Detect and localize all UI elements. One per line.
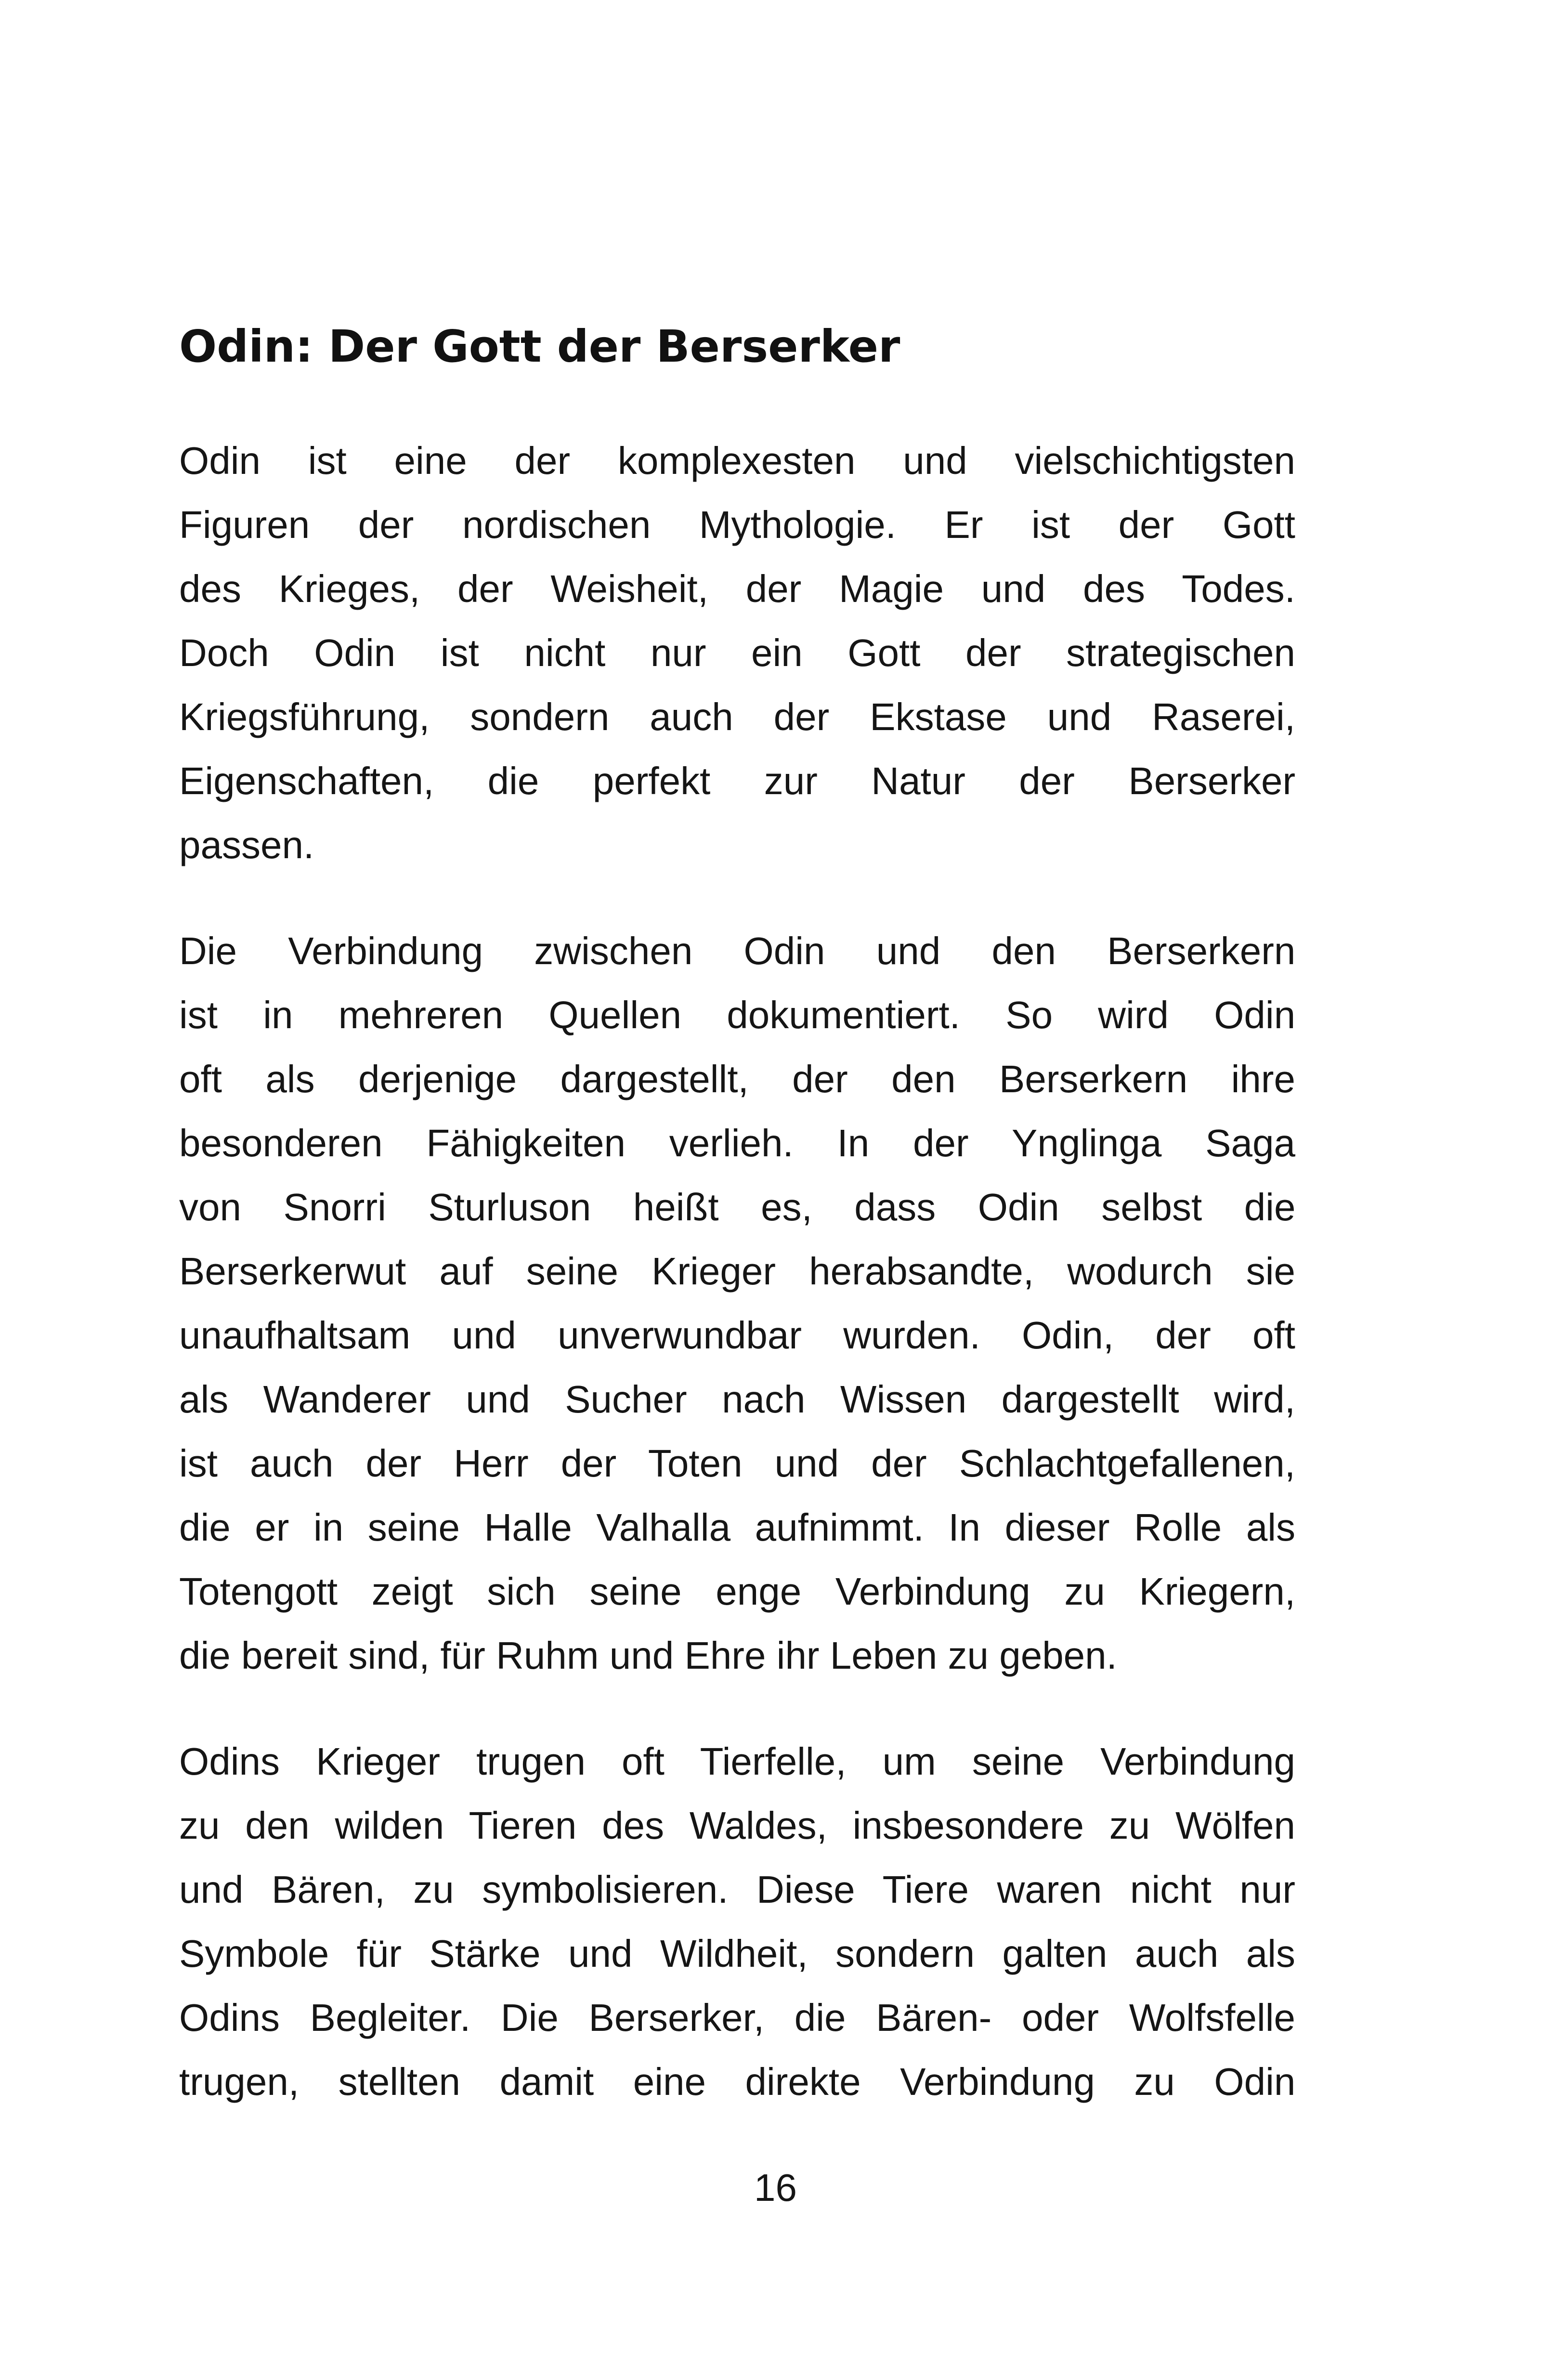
page-number: 16 <box>754 2166 797 2209</box>
text-line: die bereit sind, für Ruhm und Ehre ihr Leben zu geben. <box>179 1634 1117 1677</box>
text-line: Totengott zeigt sich seine enge Verbindung zu Kriegern, <box>179 1570 1295 1613</box>
text-line: ist in mehreren Quellen dokumentiert. So wird Odin <box>179 994 1295 1036</box>
text-line: als Wanderer und Sucher nach Wissen dargestellt wird, <box>179 1378 1295 1421</box>
text-line: ist auch der Herr der Toten und der Schlachtgefallenen, <box>179 1442 1295 1485</box>
text-line: von Snorri Sturluson heißt es, dass Odin selbst die <box>179 1186 1295 1229</box>
chapter-heading: Odin: Der Gott der Berserker <box>179 321 900 372</box>
paragraph-3 <box>179 1729 1295 2114</box>
text-line: Symbole für Stärke und Wildheit, sondern galten auch als <box>179 1932 1295 1975</box>
text-line: unaufhaltsam und unverwundbar wurden. Odin, der oft <box>179 1314 1295 1357</box>
text-line: zu den wilden Tieren des Waldes, insbesondere zu Wölfen <box>179 1804 1295 1847</box>
text-line: passen. <box>179 824 314 866</box>
text-line: Die Verbindung zwischen Odin und den Berserkern <box>179 929 1295 972</box>
text-line: Doch Odin ist nicht nur ein Gott der strategischen <box>179 631 1295 674</box>
text-line: Kriegsführung, sondern auch der Ekstase und Raserei, <box>179 695 1295 738</box>
text-line: Figuren der nordischen Mythologie. Er ist der Gott <box>179 503 1295 546</box>
text-line: oft als derjenige dargestellt, der den Berserkern ihre <box>179 1058 1295 1100</box>
text-line: und Bären, zu symbolisieren. Diese Tiere waren nicht nur <box>179 1868 1295 1911</box>
text-line: besonderen Fähigkeiten verlieh. In der Ynglinga Saga <box>179 1122 1295 1164</box>
text-line: Eigenschaften, die perfekt zur Natur der Berserker <box>179 759 1295 802</box>
paragraph-2 <box>179 919 1295 1687</box>
paragraph-1 <box>179 429 1295 877</box>
text-line: Odin ist eine der komplexesten und vielschichtigsten <box>179 439 1295 482</box>
text-line: die er in seine Halle Valhalla aufnimmt. In dieser Rolle als <box>179 1506 1295 1549</box>
text-line: Odins Krieger trugen oft Tierfelle, um seine Verbindung <box>179 1740 1295 1783</box>
text-line: trugen, stellten damit eine direkte Verbindung zu Odin <box>179 2060 1295 2103</box>
text-line: des Krieges, der Weisheit, der Magie und des Todes. <box>179 567 1295 610</box>
text-line: Odins Begleiter. Die Berserker, die Bären- oder Wolfsfelle <box>179 1996 1295 2039</box>
text-line: Berserkerwut auf seine Krieger herabsandte, wodurch sie <box>179 1250 1295 1293</box>
